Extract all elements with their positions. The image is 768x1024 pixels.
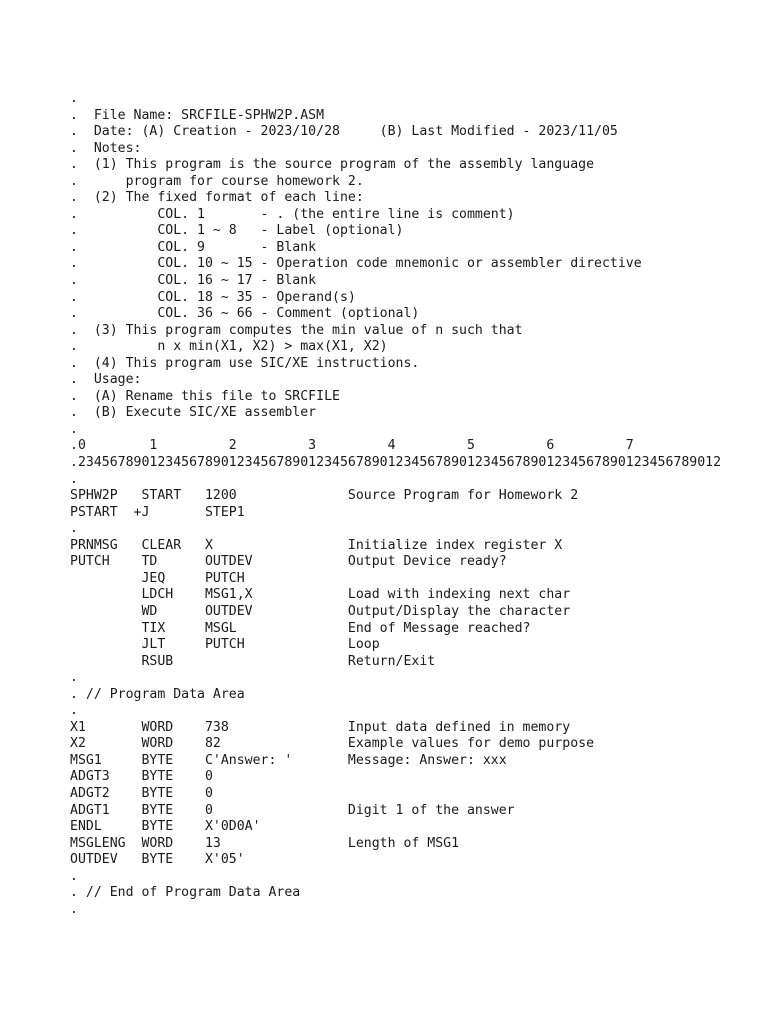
source-line: . [70, 91, 78, 106]
source-line: ADGT2 BYTE 0 [70, 785, 213, 801]
source-line: . Date: (A) Creation - 2023/10/28 (B) Last Modified - 2023/11/05 [70, 124, 618, 140]
source-line: . (1) This program is the source program of the assembly language [70, 157, 595, 173]
source-line: PUTCH TD OUTDEV Output Device ready? [70, 554, 507, 570]
source-line: PSTART +J STEP1 [70, 504, 245, 520]
source-line: . // Program Data Area [70, 686, 245, 702]
source-line: . [70, 521, 78, 537]
source-line: . // End of Program Data Area [70, 885, 301, 901]
source-line: MSG1 BYTE C'Answer: ' Message: Answer: xxx [70, 752, 507, 768]
source-line: . Usage: [70, 372, 142, 388]
source-line: . COL. 9 - Blank [70, 239, 317, 255]
source-line: . (2) The fixed format of each line: [70, 190, 364, 206]
source-line: . COL. 1 ~ 8 - Label (optional) [70, 223, 404, 239]
source-line: ADGT1 BYTE 0 Digit 1 of the answer [70, 802, 515, 818]
column-ruler-units: .234567890123456789012345678901234567890123456789012345678901234567890123456789012 [70, 455, 722, 471]
source-line: MSGLENG WORD 13 Length of MSG1 [70, 835, 460, 851]
source-line: . [70, 703, 78, 719]
source-line: . [70, 868, 78, 884]
source-line: RSUB Return/Exit [70, 653, 436, 669]
column-ruler-tens: .0 1 2 3 4 5 6 7 [70, 438, 634, 454]
source-line: TIX MSGL End of Message reached? [70, 620, 531, 636]
source-line: . n x min(X1, X2) > max(X1, X2) [70, 339, 388, 355]
source-line: OUTDEV BYTE X'05' [70, 852, 245, 868]
source-line: PRNMSG CLEAR X Initialize index register X [70, 537, 563, 553]
source-line: . (A) Rename this file to SRCFILE [70, 388, 340, 404]
source-line: ENDL BYTE X'0D0A' [70, 819, 261, 835]
source-line: X2 WORD 82 Example values for demo purpose [70, 736, 595, 752]
source-line: SPHW2P START 1200 Source Program for Homework 2 [70, 488, 579, 504]
source-line: . (3) This program computes the min value of n such that [70, 322, 523, 338]
assembly-source-listing [70, 91, 721, 918]
source-line: JLT PUTCH Loop [70, 637, 380, 653]
source-line: . [70, 670, 78, 686]
source-line: . Notes: [70, 140, 142, 156]
source-line: ADGT3 BYTE 0 [70, 769, 213, 785]
source-line: . File Name: SRCFILE-SPHW2P.ASM [70, 107, 325, 123]
source-line: . COL. 1 - . (the entire line is comment) [70, 206, 515, 222]
source-line: . COL. 16 ~ 17 - Blank [70, 273, 317, 289]
source-line: . COL. 36 ~ 66 - Comment (optional) [70, 306, 420, 322]
source-line: . COL. 18 ~ 35 - Operand(s) [70, 289, 356, 305]
source-line: . [70, 901, 78, 917]
source-line: . [70, 421, 78, 437]
source-line: LDCH MSG1,X Load with indexing next char [70, 587, 571, 603]
source-line: X1 WORD 738 Input data defined in memory [70, 719, 571, 735]
source-line: JEQ PUTCH [70, 570, 245, 586]
source-line: . (4) This program use SIC/XE instructions. [70, 355, 420, 371]
source-line: WD OUTDEV Output/Display the character [70, 603, 571, 619]
source-line: . [70, 471, 78, 487]
source-line: . program for course homework 2. [70, 173, 364, 189]
source-line: . (B) Execute SIC/XE assembler [70, 405, 317, 421]
source-line: . COL. 10 ~ 15 - Operation code mnemonic or assembler directive [70, 256, 642, 272]
